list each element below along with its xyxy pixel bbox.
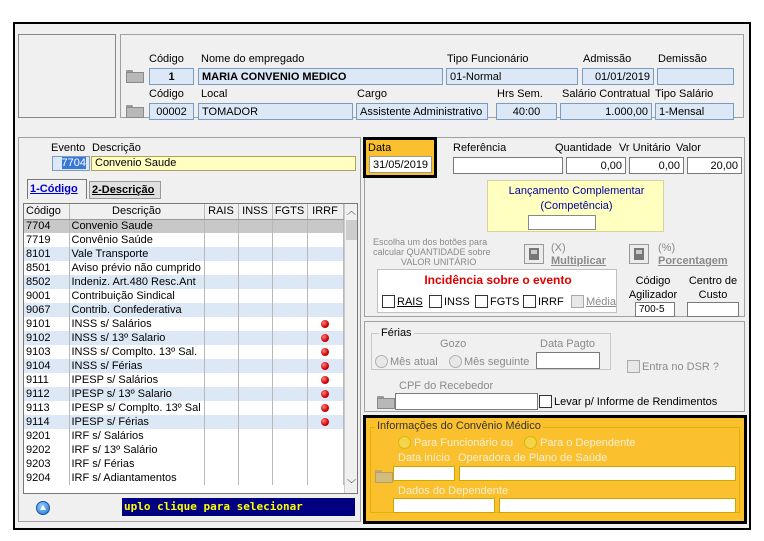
row-fgts (272, 401, 307, 415)
row-inss (238, 261, 272, 275)
row-irrf (307, 289, 343, 303)
row-fgts (272, 457, 307, 471)
hrs-field[interactable]: 40:00 (496, 103, 557, 120)
complementar-box (487, 180, 664, 232)
evento-label: Evento (51, 142, 86, 154)
convenio-title: Informações do Convênio Médico (377, 420, 541, 432)
table-row[interactable] (24, 373, 343, 387)
escolha-line1: Escolha um dos botões para (373, 237, 488, 247)
row-description: Vale Transporte (69, 247, 204, 261)
porcentagem-pct: (%) (658, 242, 676, 254)
convenio-panel (363, 415, 747, 524)
data-label: Data (368, 142, 392, 154)
row-code: 7719 (24, 233, 69, 247)
row-code: 9111 (24, 373, 69, 387)
local-label: Local (201, 88, 228, 100)
grid-header-codigo[interactable]: Código (24, 204, 69, 219)
row-description: Indeniz. Art.480 Resc.Ant (69, 275, 204, 289)
grid-header-rais[interactable]: RAIS (204, 204, 238, 219)
row-inss (238, 233, 272, 247)
row-code: 9101 (24, 317, 69, 331)
row-rais (204, 261, 238, 275)
row-irrf (307, 443, 343, 457)
centro-line1: Centro de (688, 275, 738, 287)
row-irrf (307, 373, 343, 387)
rais-checkbox[interactable] (382, 295, 395, 308)
row-irrf (307, 303, 343, 317)
cod-agil-field[interactable]: 700-5 (635, 302, 675, 317)
levar-checkbox[interactable] (539, 395, 552, 408)
gozo-label: Gozo (440, 338, 467, 350)
row-fgts (272, 275, 307, 289)
row-rais (204, 303, 238, 317)
red-dot-icon (321, 348, 329, 356)
row-inss (238, 219, 272, 233)
row-description: Convênio Saúde (69, 233, 204, 247)
mes-atual-label: Mês atual (390, 356, 438, 368)
centro-field[interactable] (687, 302, 739, 317)
table-row[interactable] (24, 471, 343, 485)
event-desc-field[interactable]: Convenio Saude (91, 156, 356, 171)
row-fgts (272, 359, 307, 373)
demissao-label: Demissão (658, 53, 707, 65)
irrf-checkbox[interactable] (523, 295, 536, 308)
row-inss (238, 359, 272, 373)
incidencia-title: Incidência sobre o evento (424, 273, 572, 287)
entra-dsr-checkbox[interactable] (627, 360, 640, 373)
row-irrf (307, 317, 343, 331)
tab-descricao[interactable]: 2-Descrição (89, 181, 161, 199)
row-rais (204, 219, 238, 233)
employee-panel (120, 34, 744, 118)
rais-label: RAIS (397, 296, 423, 308)
mes-seguinte-label: Mês seguinte (464, 356, 530, 368)
table-row[interactable] (24, 247, 343, 261)
row-code: 9103 (24, 345, 69, 359)
row-rais (204, 247, 238, 261)
employee-photo[interactable] (18, 34, 116, 118)
row-description: IRF s/ Férias (69, 457, 204, 471)
main-window (13, 22, 751, 530)
centro-line2: Custo (698, 289, 728, 301)
dependente-name-field[interactable] (499, 498, 736, 513)
ferias-title: Férias (381, 327, 412, 339)
row-description: IRF s/ Adiantamentos (69, 471, 204, 485)
table-row[interactable] (24, 415, 343, 429)
row-fgts (272, 247, 307, 261)
dependente-code-field[interactable] (393, 498, 495, 513)
event-panel (18, 137, 361, 522)
data-inicio-field[interactable] (393, 466, 455, 481)
calculator-icon[interactable] (629, 244, 649, 264)
quantidade-field[interactable]: 0,00 (566, 157, 626, 174)
local-field[interactable]: TOMADOR (198, 103, 353, 120)
row-inss (238, 303, 272, 317)
media-checkbox[interactable] (571, 295, 584, 308)
table-row[interactable] (24, 303, 343, 317)
row-inss (238, 331, 272, 345)
row-description: INSS s/ Férias (69, 359, 204, 373)
folder-icon[interactable] (375, 470, 391, 481)
row-irrf (307, 261, 343, 275)
row-rais (204, 401, 238, 415)
scrollbar-thumb[interactable] (346, 220, 357, 240)
tipo-sal-label: Tipo Salário (655, 88, 714, 100)
porcentagem-button[interactable]: Porcentagem (658, 255, 728, 267)
vr-unit-label: Vr Unitário (619, 142, 671, 154)
row-rais (204, 345, 238, 359)
row-inss (238, 373, 272, 387)
row-code: 9113 (24, 401, 69, 415)
table-row[interactable] (24, 359, 343, 373)
demissao-field[interactable] (657, 68, 734, 85)
data-highlight (363, 137, 437, 178)
admissao-field[interactable]: 01/01/2019 (582, 68, 654, 85)
row-rais (204, 275, 238, 289)
red-dot-icon (321, 334, 329, 342)
row-rais (204, 289, 238, 303)
row-fgts (272, 387, 307, 401)
data-pagto-label: Data Pagto (540, 338, 596, 350)
inss-label: INSS (444, 296, 470, 308)
row-inss (238, 443, 272, 457)
salario-field[interactable]: 1.000,00 (560, 103, 652, 120)
row-irrf (307, 415, 343, 429)
row-fgts (272, 429, 307, 443)
row-fgts (272, 471, 307, 485)
grid-header-descricao[interactable]: Descrição (69, 204, 204, 219)
fgts-checkbox[interactable] (475, 295, 488, 308)
operadora-field[interactable] (459, 466, 736, 481)
row-fgts (272, 373, 307, 387)
red-dot-icon (321, 390, 329, 398)
table-row[interactable] (24, 457, 343, 471)
row-description: IPESP s/ Férias (69, 415, 204, 429)
row-inss (238, 387, 272, 401)
grid-header-inss[interactable]: INSS (238, 204, 272, 219)
para-dependente-radio[interactable] (524, 436, 537, 449)
table-row[interactable] (24, 317, 343, 331)
row-irrf (307, 345, 343, 359)
fgts-label: FGTS (490, 296, 520, 308)
event-code-field[interactable] (52, 156, 90, 171)
multiplicar-x: (X) (551, 242, 566, 254)
complementar-title: Lançamento Complementar (508, 185, 645, 197)
chevron-down-icon[interactable]: ﹀ (347, 479, 357, 489)
red-dot-icon (321, 362, 329, 370)
codigo-label: Código (149, 53, 184, 65)
entra-dsr-label: Entra no DSR ? (642, 361, 720, 373)
row-description: INSS s/ 13º Salario (69, 331, 204, 345)
data-pagto-field[interactable] (536, 352, 600, 369)
operadora-label: Operadora de Plano de Saúde (458, 452, 608, 464)
row-inss (238, 345, 272, 359)
row-inss (238, 415, 272, 429)
grid-header-irrf[interactable]: IRRF (307, 204, 343, 219)
row-code: 9104 (24, 359, 69, 373)
ferias-panel (364, 321, 745, 412)
row-rais (204, 415, 238, 429)
row-code: 7704 (24, 219, 69, 233)
row-fgts (272, 303, 307, 317)
employee-code-field[interactable]: 1 (149, 68, 194, 85)
row-description: Contribuição Sindical (69, 289, 204, 303)
data-field[interactable]: 31/05/2019 (369, 156, 432, 173)
row-rais (204, 373, 238, 387)
local-codigo-label: Código (149, 88, 184, 100)
row-code: 9102 (24, 331, 69, 345)
nome-label: Nome do empregado (201, 53, 305, 65)
row-rais (204, 331, 238, 345)
table-row[interactable] (24, 429, 343, 443)
quantidade-label: Quantidade (555, 142, 612, 154)
row-fgts (272, 219, 307, 233)
chevron-up-icon[interactable]: ︿ (347, 206, 357, 216)
row-rais (204, 457, 238, 471)
row-inss (238, 429, 272, 443)
row-code: 9204 (24, 471, 69, 485)
row-code: 9114 (24, 415, 69, 429)
row-fgts (272, 261, 307, 275)
cargo-label: Cargo (357, 88, 387, 100)
folder-icon[interactable] (126, 105, 142, 116)
row-inss (238, 471, 272, 485)
employee-name-field[interactable]: MARIA CONVENIO MEDICO (198, 68, 443, 85)
mes-atual-radio[interactable] (375, 355, 388, 368)
multiplicar-button[interactable]: Multiplicar (551, 255, 607, 267)
row-inss (238, 275, 272, 289)
row-irrf (307, 359, 343, 373)
row-description: Aviso prévio não cumprido (69, 261, 204, 275)
table-row[interactable] (24, 219, 343, 233)
row-inss (238, 401, 272, 415)
row-rais (204, 443, 238, 457)
row-description: IRF s/ Salários (69, 429, 204, 443)
row-irrf (307, 275, 343, 289)
cargo-field[interactable]: Assistente Administrativo (356, 103, 488, 120)
row-description: IRF s/ 13º Salário (69, 443, 204, 457)
row-irrf (307, 457, 343, 471)
cod-agil-line1: Código (635, 275, 671, 287)
row-code: 9067 (24, 303, 69, 317)
row-description: IPESP s/ Complto. 13º Sal (69, 401, 204, 415)
row-inss (238, 457, 272, 471)
row-rais (204, 317, 238, 331)
row-irrf (307, 387, 343, 401)
folder-icon[interactable] (377, 396, 393, 407)
table-row[interactable] (24, 331, 343, 345)
competencia-field[interactable] (528, 215, 596, 230)
valor-label: Valor (676, 142, 701, 154)
row-code: 8101 (24, 247, 69, 261)
irrf-label: IRRF (538, 296, 564, 308)
row-irrf (307, 429, 343, 443)
para-funcionario-label: Para Funcionário ou (414, 437, 514, 449)
table-row[interactable] (24, 401, 343, 415)
row-irrf (307, 401, 343, 415)
escolha-line3: VALOR UNITÁRIO (401, 257, 477, 267)
data-inicio-label: Data início (398, 452, 450, 464)
vr-unit-field[interactable]: 0,00 (629, 157, 684, 174)
media-label: Média (586, 296, 616, 308)
red-dot-icon (321, 418, 329, 426)
dados-dependente-label: Dados do Dependente (398, 485, 509, 497)
table-row[interactable] (24, 443, 343, 457)
row-irrf (307, 247, 343, 261)
row-code: 9202 (24, 443, 69, 457)
cpf-field[interactable] (395, 393, 538, 410)
row-irrf (307, 233, 343, 247)
para-dependente-label: Para o Dependente (540, 437, 636, 449)
cod-agil-line2: Agilizador (628, 289, 678, 301)
calculator-icon[interactable] (524, 244, 544, 264)
table-row[interactable] (24, 289, 343, 303)
tipo-func-field[interactable]: 01-Normal (446, 68, 578, 85)
grid-scrollbar[interactable] (344, 204, 358, 493)
mes-seguinte-radio[interactable] (449, 355, 462, 368)
hrs-label: Hrs Sem. (497, 88, 543, 100)
row-code: 9203 (24, 457, 69, 471)
table-row[interactable] (24, 345, 343, 359)
red-dot-icon (321, 376, 329, 384)
folder-icon[interactable] (126, 70, 142, 81)
row-rais (204, 387, 238, 401)
row-fgts (272, 317, 307, 331)
row-rais (204, 359, 238, 373)
row-rais (204, 429, 238, 443)
incidencia-box (377, 269, 617, 313)
row-fgts (272, 443, 307, 457)
complementar-subtitle: (Competência) (540, 200, 613, 212)
row-fgts (272, 289, 307, 303)
row-fgts (272, 415, 307, 429)
row-code: 8502 (24, 275, 69, 289)
descricao-label: Descrição (92, 142, 141, 154)
row-irrf (307, 331, 343, 345)
row-inss (238, 247, 272, 261)
row-irrf (307, 471, 343, 485)
row-description: Contrib. Confederativa (69, 303, 204, 317)
row-irrf (307, 219, 343, 233)
row-fgts (272, 345, 307, 359)
row-inss (238, 317, 272, 331)
referencia-label: Referência (453, 142, 507, 154)
row-code: 9201 (24, 429, 69, 443)
table-row[interactable] (24, 261, 343, 275)
tipo-sal-field[interactable]: 1-Mensal (655, 103, 734, 120)
inss-checkbox[interactable] (429, 295, 442, 308)
red-dot-icon (321, 404, 329, 412)
escolha-line2: calcular QUANTIDADE sobre (373, 247, 491, 257)
row-fgts (272, 233, 307, 247)
row-description: Convenio Saude (69, 219, 204, 233)
referencia-field[interactable] (453, 157, 563, 174)
event-grid[interactable] (23, 203, 358, 494)
tipo-func-label: Tipo Funcionário (447, 53, 529, 65)
tab-codigo[interactable]: 1-Código (27, 179, 87, 199)
table-row[interactable] (24, 275, 343, 289)
up-arrow-icon[interactable] (36, 501, 50, 515)
row-description: INSS s/ Complto. 13º Sal. (69, 345, 204, 359)
event-code-selected: 7704 (61, 157, 86, 169)
double-click-hint: uplo clique para selecionar (122, 498, 355, 516)
row-rais (204, 471, 238, 485)
grid-header-fgts[interactable]: FGTS (272, 204, 307, 219)
valor-field[interactable]: 20,00 (687, 157, 742, 174)
red-dot-icon (321, 320, 329, 328)
row-code: 8501 (24, 261, 69, 275)
row-description: INSS s/ Salários (69, 317, 204, 331)
admissao-label: Admissão (583, 53, 632, 65)
para-funcionario-radio[interactable] (398, 436, 411, 449)
row-fgts (272, 331, 307, 345)
levar-label: Levar p/ Informe de Rendimentos (554, 396, 718, 408)
row-description: IPESP s/ Salários (69, 373, 204, 387)
table-row[interactable] (24, 233, 343, 247)
row-code: 9001 (24, 289, 69, 303)
row-description: IPESP s/ 13º Salario (69, 387, 204, 401)
salario-label: Salário Contratual (562, 88, 651, 100)
table-row[interactable] (24, 387, 343, 401)
cpf-label: CPF do Recebedor (399, 380, 494, 392)
local-code-field[interactable]: 00002 (149, 103, 194, 120)
row-inss (238, 289, 272, 303)
row-rais (204, 233, 238, 247)
row-code: 9112 (24, 387, 69, 401)
